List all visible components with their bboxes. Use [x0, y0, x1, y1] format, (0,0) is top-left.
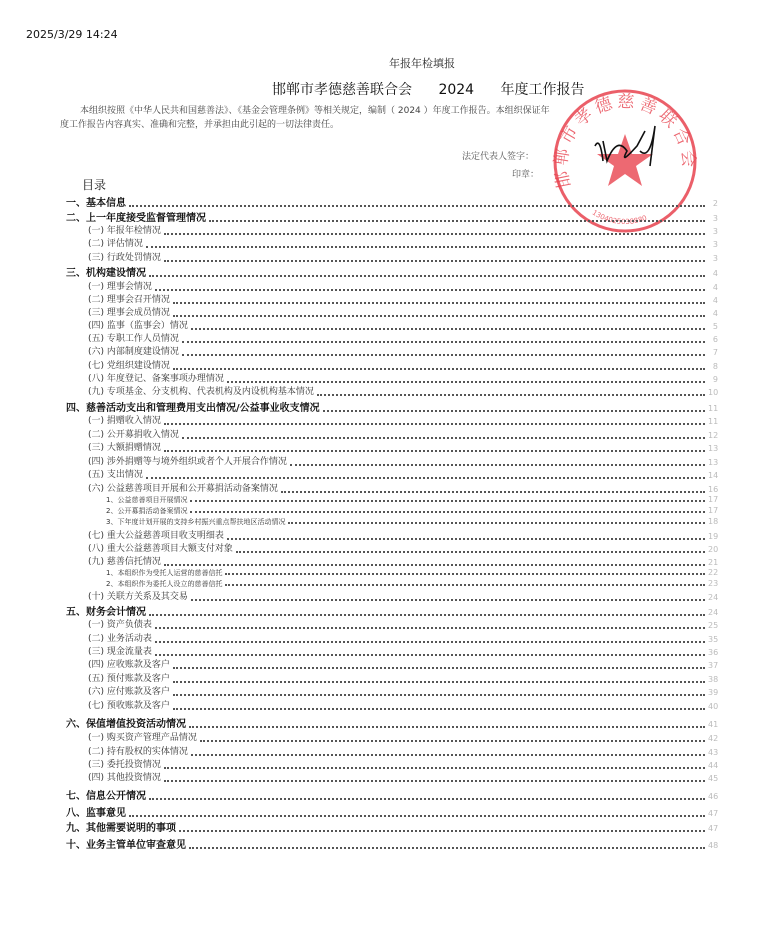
- toc-entry-label: (六) 内部制度建设情况: [88, 347, 179, 357]
- toc-entry-label: (一) 理事会情况: [88, 282, 152, 292]
- leader-dots: [164, 260, 705, 262]
- toc-page-number: 18: [708, 517, 719, 526]
- toc-page-number: 3: [712, 254, 718, 263]
- leader-dots: [149, 798, 705, 800]
- leader-dots: [209, 220, 705, 222]
- leader-dots: [290, 464, 705, 466]
- toc-entry-label: (五) 预付账款及客户: [88, 674, 170, 684]
- leader-dots: [173, 708, 705, 710]
- toc-entry[interactable]: [88, 633, 718, 646]
- toc-entry-label: 六、保值增值投资活动情况: [66, 719, 186, 730]
- toc-entry[interactable]: [88, 225, 718, 238]
- toc-page-number: 35: [708, 635, 719, 644]
- svg-text:1304025038880: 1304025038880: [590, 208, 649, 227]
- leader-dots: [200, 740, 705, 742]
- toc-entry[interactable]: [66, 606, 718, 619]
- toc-page-number: 3: [712, 227, 718, 236]
- leader-dots: [189, 726, 705, 728]
- toc-title: 目录: [82, 178, 107, 192]
- toc-page-number: 13: [708, 458, 719, 467]
- toc-entry-label: (七) 重大公益慈善项目收支明细表: [88, 531, 224, 541]
- toc-entry[interactable]: [88, 415, 718, 428]
- toc-page-number: 17: [708, 506, 719, 515]
- toc-entry-label: (一) 捐赠收入情况: [88, 416, 161, 426]
- leader-dots: [281, 491, 705, 493]
- toc-page-number: 48: [708, 841, 719, 850]
- leader-dots: [146, 246, 705, 248]
- leader-dots: [129, 205, 705, 207]
- toc-entry[interactable]: [88, 646, 718, 659]
- leader-dots: [182, 341, 705, 343]
- report-year: 2024: [438, 82, 475, 98]
- toc-page-number: 3: [712, 214, 718, 223]
- toc-entry-label: 2、本组织作为委托人设立的慈善信托: [106, 580, 223, 588]
- toc-entry[interactable]: [88, 281, 718, 294]
- toc-page-number: 9: [712, 375, 718, 384]
- toc-entry[interactable]: [106, 506, 718, 516]
- leader-dots: [323, 410, 705, 412]
- leader-dots: [173, 667, 705, 669]
- leader-dots: [129, 815, 705, 817]
- toc-page-number: 20: [708, 545, 719, 554]
- toc-page-number: 12: [708, 431, 719, 440]
- toc-entry-label: (六) 应付账款及客户: [88, 687, 170, 697]
- toc-entry[interactable]: [66, 212, 718, 225]
- leader-dots: [164, 767, 705, 769]
- toc-entry[interactable]: [88, 386, 718, 399]
- seal-label: 印章：: [512, 170, 540, 180]
- leader-dots: [182, 354, 705, 356]
- toc-entry[interactable]: [88, 360, 718, 373]
- toc-entry-label: (二) 评估情况: [88, 239, 143, 249]
- toc-page-number: 16: [708, 485, 719, 494]
- toc-entry-label: (八) 重大公益慈善项目大额支付对象: [88, 544, 233, 554]
- toc-page-number: 22: [708, 568, 719, 577]
- toc-entry-label: (三) 大额捐赠情况: [88, 443, 161, 453]
- toc-page-number: 45: [708, 774, 719, 783]
- signature-label: 法定代表人签字：: [462, 152, 535, 162]
- leader-dots: [189, 847, 705, 849]
- toc-entry-label: 1、本组织作为受托人运营的慈善信托: [106, 569, 223, 577]
- toc-entry-label: (八) 年度登记、备案事项办理情况: [88, 374, 224, 384]
- toc-page-number: 17: [708, 495, 719, 504]
- toc-entry[interactable]: [88, 333, 718, 346]
- leader-dots: [225, 573, 705, 575]
- toc-page-number: 8: [712, 362, 718, 371]
- toc-page-number: 47: [708, 809, 719, 818]
- leader-dots: [227, 538, 705, 540]
- toc-entry[interactable]: [88, 746, 718, 759]
- leader-dots: [164, 423, 705, 425]
- toc-page-number: 4: [712, 296, 718, 305]
- leader-dots: [155, 641, 705, 643]
- leader-dots: [191, 328, 705, 330]
- toc-page-number: 5: [712, 322, 718, 331]
- leader-dots: [190, 500, 705, 502]
- leader-dots: [190, 511, 705, 513]
- toc-entry[interactable]: [88, 619, 718, 632]
- toc-entry[interactable]: [66, 790, 718, 803]
- toc-page-number: 2: [712, 199, 718, 208]
- toc-page-number: 4: [712, 309, 718, 318]
- toc-entry-label: 二、上一年度接受监督管理情况: [66, 213, 206, 224]
- toc-page-number: 19: [708, 532, 719, 541]
- toc-page-number: 13: [708, 444, 719, 453]
- toc-entry-label: (五) 支出情况: [88, 470, 143, 480]
- toc-page-number: 47: [708, 824, 719, 833]
- toc-page-number: 44: [708, 761, 719, 770]
- toc-page-number: 43: [708, 748, 719, 757]
- toc-page-number: 6: [712, 335, 718, 344]
- leader-dots: [149, 614, 705, 616]
- toc-page-number: 25: [708, 621, 719, 630]
- toc-entry[interactable]: [88, 442, 718, 455]
- toc-entry-label: (七) 预收账款及客户: [88, 701, 170, 711]
- leader-dots: [155, 627, 705, 629]
- leader-dots: [227, 381, 705, 383]
- leader-dots: [317, 394, 705, 396]
- toc-entry[interactable]: [88, 456, 718, 469]
- toc-entry[interactable]: [88, 238, 718, 251]
- toc-entry[interactable]: [88, 469, 718, 482]
- toc-entry[interactable]: [88, 320, 718, 333]
- leader-dots: [173, 694, 705, 696]
- toc-entry-label: (三) 理事会成员情况: [88, 308, 170, 318]
- leader-dots: [236, 551, 705, 553]
- toc-entry[interactable]: [88, 429, 718, 442]
- toc-entry[interactable]: [66, 402, 718, 415]
- toc-page-number: 21: [708, 558, 719, 567]
- svg-text:邯郸市孝德慈善联合会: 邯郸市孝德慈善联合会: [551, 91, 699, 190]
- toc-entry[interactable]: [88, 591, 718, 604]
- toc-entry-label: 3、下年度计划开展的支持乡村振兴重点帮扶地区活动情况: [106, 518, 286, 526]
- toc-entry[interactable]: [88, 686, 718, 699]
- leader-dots: [191, 599, 705, 601]
- toc-page-number: 42: [708, 734, 719, 743]
- toc-entry-label: 1、公益慈善项目开展情况: [106, 496, 188, 504]
- toc-entry-label: (一) 资产负债表: [88, 620, 152, 630]
- leader-dots: [173, 302, 705, 304]
- leader-dots: [179, 830, 705, 832]
- toc-page-number: 41: [708, 720, 719, 729]
- toc-entry[interactable]: [88, 659, 718, 672]
- toc-page-number: 11: [708, 417, 719, 426]
- leader-dots: [191, 754, 705, 756]
- toc-entry-label: (二) 理事会召开情况: [88, 295, 170, 305]
- toc-entry-label: 四、慈善活动支出和管理费用支出情况/公益事业收支情况: [66, 403, 320, 414]
- leader-dots: [155, 654, 705, 656]
- toc-page-number: 23: [708, 579, 719, 588]
- toc-entry[interactable]: [88, 543, 718, 556]
- toc-entry-label: (九) 专项基金、分支机构、代表机构及内设机构基本情况: [88, 387, 314, 397]
- toc-page-number: 3: [712, 240, 718, 249]
- toc-entry-label: (二) 公开募捐收入情况: [88, 430, 179, 440]
- org-name: 邯郸市孝德慈善联合会: [272, 82, 412, 98]
- intro-paragraph: 本组织按照《中华人民共和国慈善法》、《基金会管理条例》等相关规定，编制（ 2024 ）年度工作报告。本组织保证年度工作报告内容真实、准确和完整，并承担由此引起的一切法律责任。: [60, 106, 550, 130]
- toc-page-number: 46: [708, 792, 719, 801]
- leader-dots: [225, 584, 705, 586]
- toc-entry-label: (四) 涉外捐赠等与境外组织或者个人开展合作情况: [88, 457, 287, 467]
- toc-entry[interactable]: [88, 700, 718, 713]
- toc-entry-label: (十) 关联方关系及其交易: [88, 592, 188, 602]
- leader-dots: [173, 315, 705, 317]
- leader-dots: [164, 233, 705, 235]
- toc-entry-label: (九) 慈善信托情况: [88, 557, 161, 567]
- toc-entry-label: (一) 购买资产管理产品情况: [88, 733, 197, 743]
- print-timestamp: 2025/3/29 14:24: [26, 28, 118, 41]
- toc-page-number: 24: [708, 593, 719, 602]
- toc-entry[interactable]: [88, 673, 718, 686]
- toc-entry[interactable]: [88, 530, 718, 543]
- leader-dots: [182, 437, 705, 439]
- toc-entry[interactable]: [66, 718, 718, 731]
- toc-page-number: 14: [708, 471, 719, 480]
- toc-entry-label: 七、信息公开情况: [66, 791, 146, 802]
- toc-page-number: 37: [708, 661, 719, 670]
- toc-entry[interactable]: [106, 568, 718, 578]
- toc-entry-label: (三) 现金流量表: [88, 647, 152, 657]
- toc-entry[interactable]: [106, 495, 718, 505]
- toc-entry[interactable]: [88, 252, 718, 265]
- toc-page-number: 7: [712, 348, 718, 357]
- toc-entry[interactable]: [66, 197, 718, 210]
- toc-entry[interactable]: [88, 732, 718, 745]
- page-header: 年报年检填报: [389, 57, 455, 70]
- toc-entry-label: (一) 年报年检情况: [88, 226, 161, 236]
- toc-page-number: 40: [708, 702, 719, 711]
- toc-entry-label: 八、监事意见: [66, 808, 126, 819]
- toc-page-number: 36: [708, 648, 719, 657]
- toc-entry-label: 十、业务主管单位审查意见: [66, 840, 186, 851]
- toc-entry[interactable]: [88, 759, 718, 772]
- toc-entry[interactable]: [106, 517, 718, 527]
- toc-entry[interactable]: [66, 839, 718, 852]
- leader-dots: [173, 368, 705, 370]
- toc-page-number: 24: [708, 608, 719, 617]
- toc-entry-label: 三、机构建设情况: [66, 268, 146, 279]
- toc-page-number: 10: [708, 388, 719, 397]
- toc-entry-label: 五、财务会计情况: [66, 607, 146, 618]
- toc-entry-label: (五) 专职工作人员情况: [88, 334, 179, 344]
- toc-entry[interactable]: [106, 579, 718, 589]
- toc-entry-label: 一、基本信息: [66, 198, 126, 209]
- toc-entry-label: 九、其他需要说明的事项: [66, 823, 176, 834]
- toc-page-number: 4: [712, 269, 718, 278]
- leader-dots: [155, 289, 705, 291]
- toc-entry[interactable]: [88, 294, 718, 307]
- toc-entry[interactable]: [88, 307, 718, 320]
- toc-entry-label: (三) 委托投资情况: [88, 760, 161, 770]
- leader-dots: [173, 681, 705, 683]
- toc-entry-label: (四) 其他投资情况: [88, 773, 161, 783]
- toc-entry-label: 2、公开募捐活动备案情况: [106, 507, 188, 515]
- toc-entry-label: (二) 持有股权的实体情况: [88, 747, 188, 757]
- toc-entry-label: (七) 党组织建设情况: [88, 361, 170, 371]
- toc-page-number: 11: [708, 404, 719, 413]
- toc-entry-label: (六) 公益慈善项目开展和公开募捐活动备案情况: [88, 484, 278, 494]
- toc-entry[interactable]: [88, 772, 718, 785]
- title-suffix: 年度工作报告: [500, 82, 585, 98]
- toc-page-number: 4: [712, 283, 718, 292]
- toc-entry[interactable]: [88, 373, 718, 386]
- toc-entry[interactable]: [66, 822, 718, 835]
- leader-dots: [149, 275, 705, 277]
- toc-entry[interactable]: [66, 267, 718, 280]
- leader-dots: [164, 780, 705, 782]
- leader-dots: [164, 450, 705, 452]
- leader-dots: [288, 522, 705, 524]
- toc-page-number: 39: [708, 688, 719, 697]
- toc-entry-label: (三) 行政处罚情况: [88, 253, 161, 263]
- toc-entry[interactable]: [66, 807, 718, 820]
- toc-entry-label: (四) 监事（监事会）情况: [88, 321, 188, 331]
- leader-dots: [164, 564, 705, 566]
- toc-entry-label: (二) 业务活动表: [88, 634, 152, 644]
- leader-dots: [146, 477, 705, 479]
- toc-entry-label: (四) 应收账款及客户: [88, 660, 170, 670]
- toc-entry[interactable]: [88, 346, 718, 359]
- toc-page-number: 38: [708, 675, 719, 684]
